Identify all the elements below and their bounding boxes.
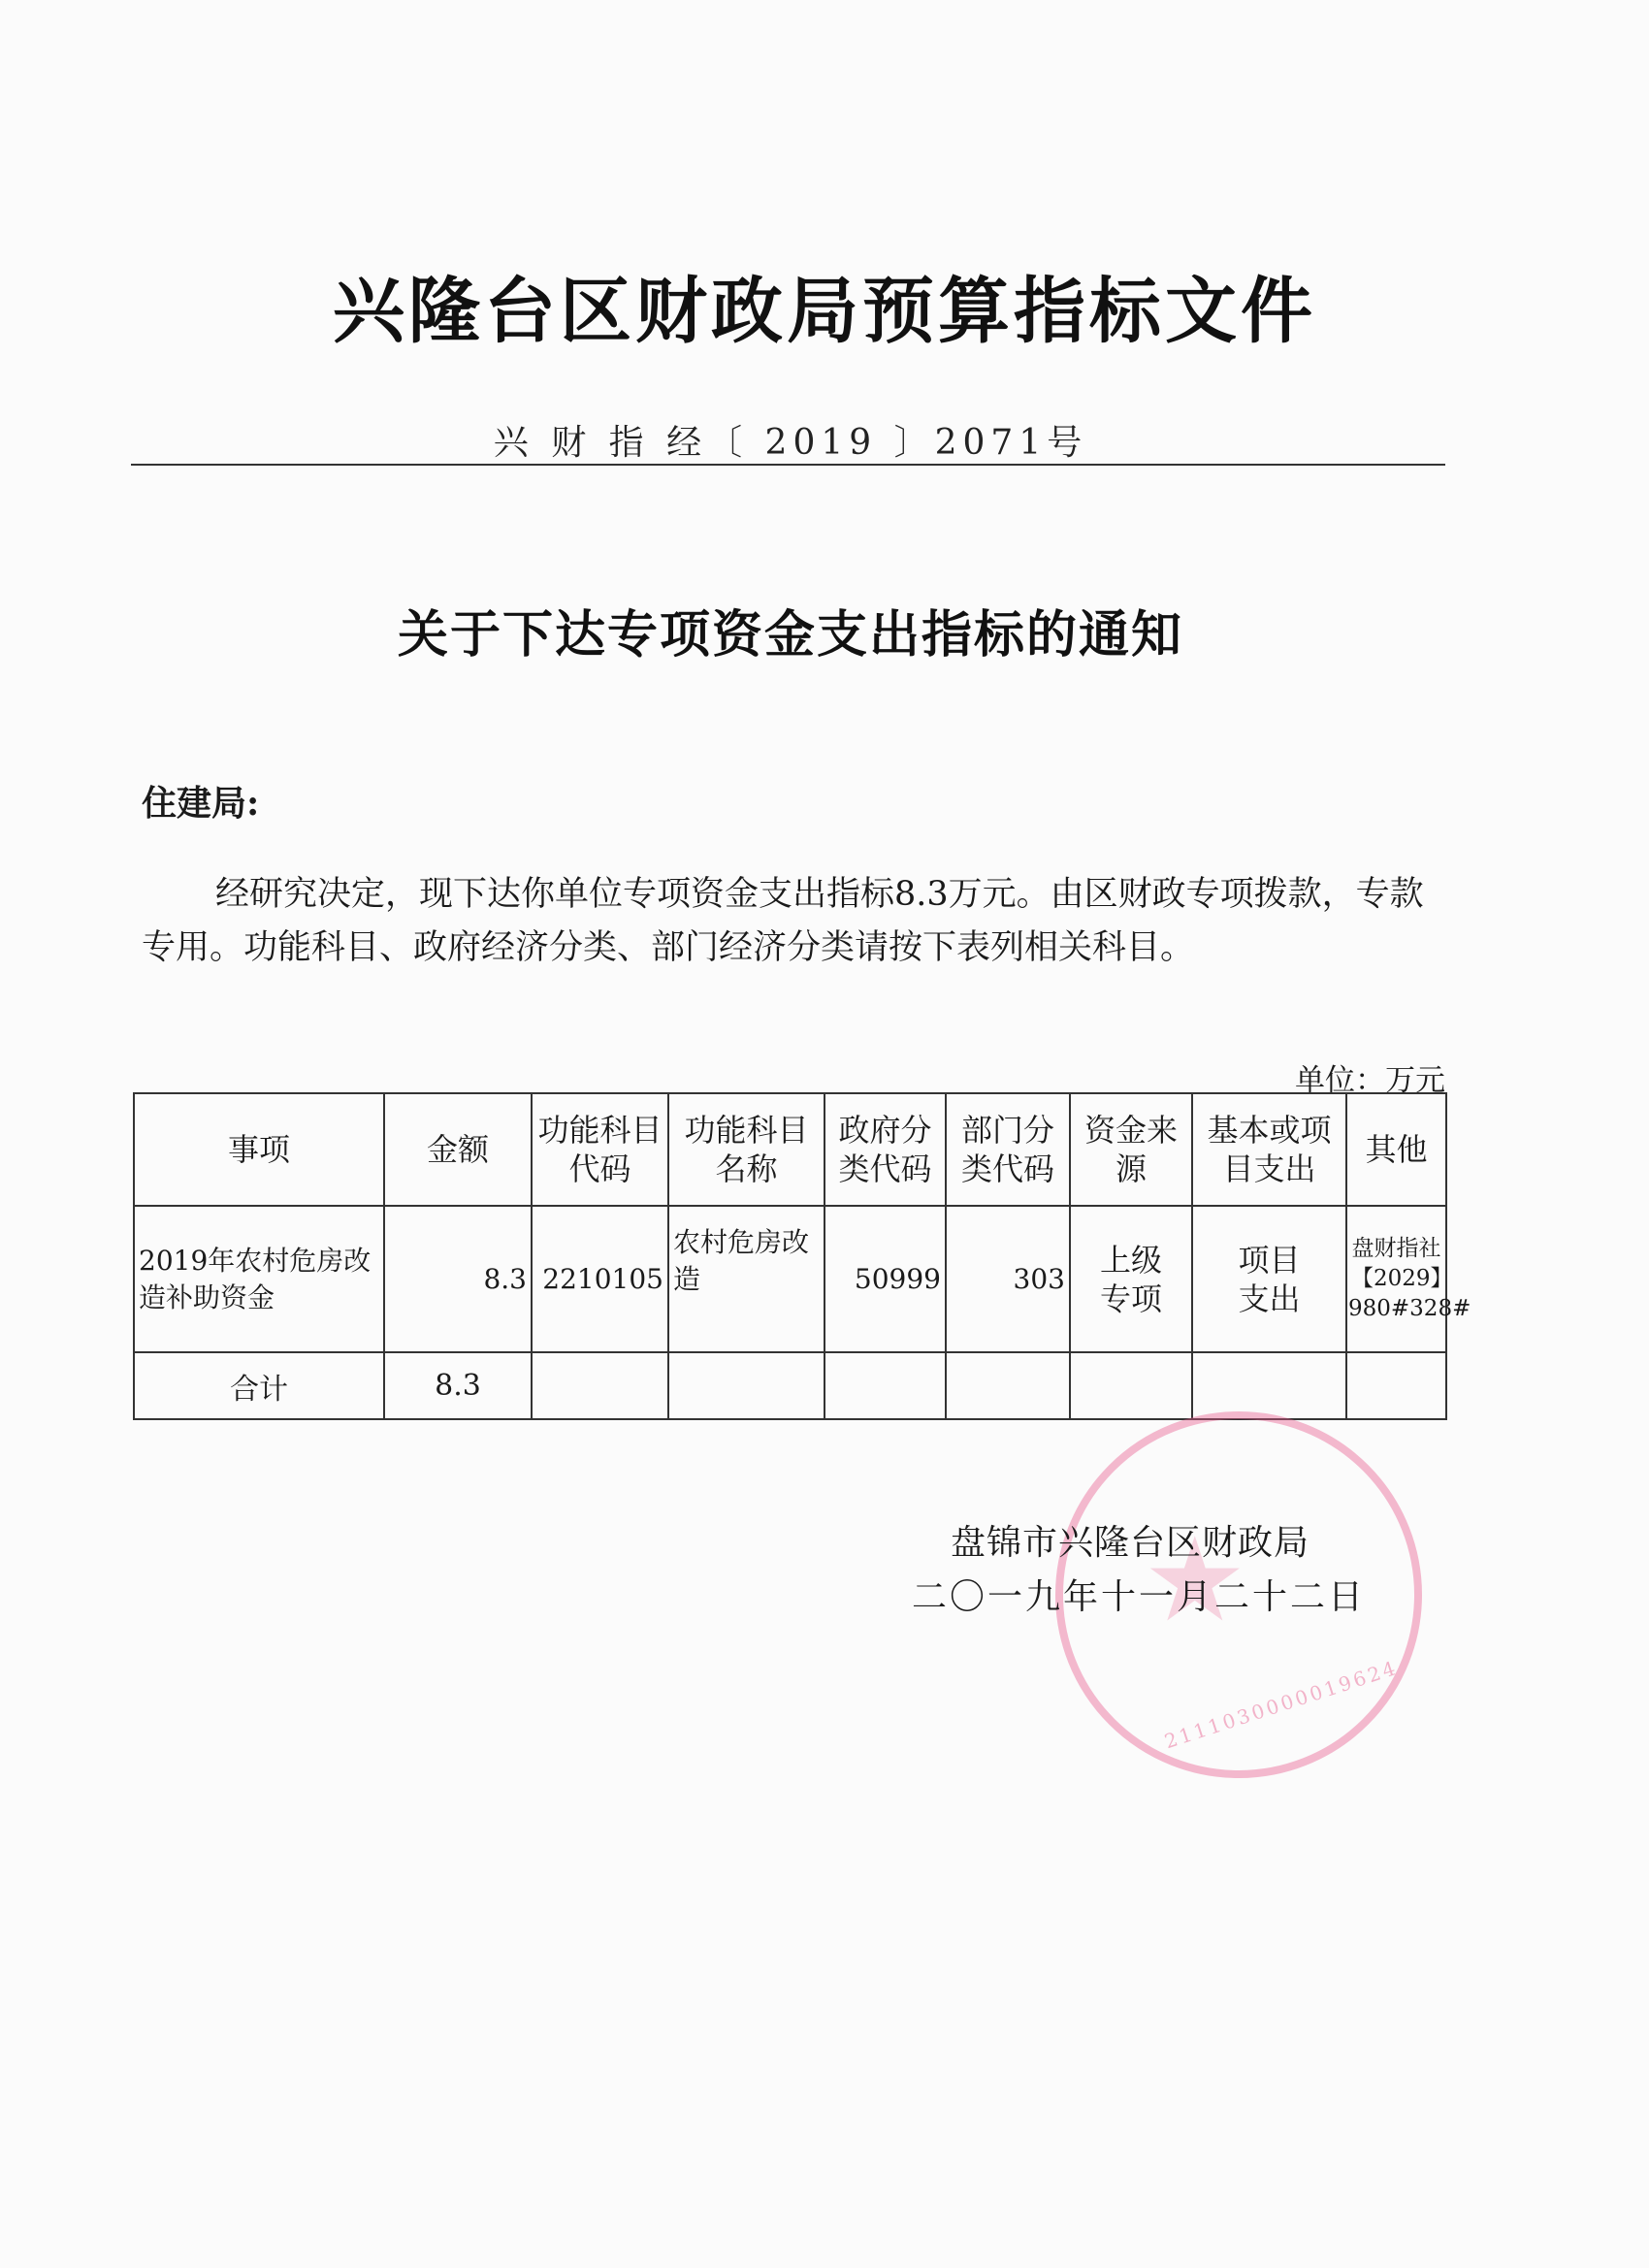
issuing-organization: 盘锦市兴隆台区财政局 [951, 1523, 1310, 1563]
issue-date: 二〇一九年十一月二十二日 [912, 1577, 1367, 1617]
empty-cell [1070, 1352, 1192, 1419]
notice-title: 关于下达专项资金支出指标的通知 [397, 605, 1183, 664]
header-cell: 事项 [134, 1093, 384, 1206]
header-cell: 部门分类代码 [946, 1093, 1070, 1206]
empty-cell [1346, 1352, 1446, 1419]
document-title: 兴隆台区财政局预算指标文件 [333, 270, 1316, 353]
dept-code-cell: 303 [946, 1206, 1070, 1352]
header-rule [131, 464, 1445, 466]
seal-code: 2111030000019624 [1161, 1655, 1402, 1754]
header-cell: 功能科目代码 [532, 1093, 668, 1206]
header-cell: 金额 [384, 1093, 532, 1206]
amount-cell: 8.3 [384, 1206, 532, 1352]
header-cell: 其他 [1346, 1093, 1446, 1206]
header-cell: 资金来源 [1070, 1093, 1192, 1206]
total-row [134, 1352, 1446, 1419]
header-cell: 基本或项目支出 [1192, 1093, 1346, 1206]
type-cell: 项目支出 [1192, 1206, 1346, 1352]
func-code-cell: 2210105 [532, 1206, 668, 1352]
empty-cell [668, 1352, 824, 1419]
budget-table [133, 1092, 1471, 1420]
header-cell: 政府分类代码 [824, 1093, 946, 1206]
notice-body: 经研究决定，现下达你单位专项资金支出指标8.3万元。由区财政专项拨款，专款专用。功能科目、政府经济分类、部门经济分类请按下表列相关科目。 [142, 875, 1424, 967]
item-cell: 2019年农村危房改造补助资金 [134, 1206, 384, 1352]
recipient: 住建局: [142, 783, 260, 824]
document-number: 兴 财 指 经〔 2019 〕2071号 [493, 423, 1088, 463]
empty-cell [532, 1352, 668, 1419]
empty-cell [824, 1352, 946, 1419]
unit-label: 单位：万元 [1295, 1063, 1445, 1098]
gov-code-cell: 50999 [824, 1206, 946, 1352]
seal-star-icon: ★ [1143, 1513, 1247, 1648]
empty-cell [946, 1352, 1070, 1419]
total-label: 合计 [134, 1352, 384, 1419]
source-cell: 上级专项 [1070, 1206, 1192, 1352]
func-name-cell: 农村危房改造 [668, 1206, 824, 1352]
total-amount: 8.3 [384, 1352, 532, 1419]
empty-cell [1192, 1352, 1346, 1419]
table-row [134, 1206, 1446, 1352]
header-cell: 功能科目名称 [668, 1093, 824, 1206]
other-cell: 盘财指社【2029】980#328# [1346, 1206, 1446, 1352]
table-header-row [134, 1093, 1446, 1206]
